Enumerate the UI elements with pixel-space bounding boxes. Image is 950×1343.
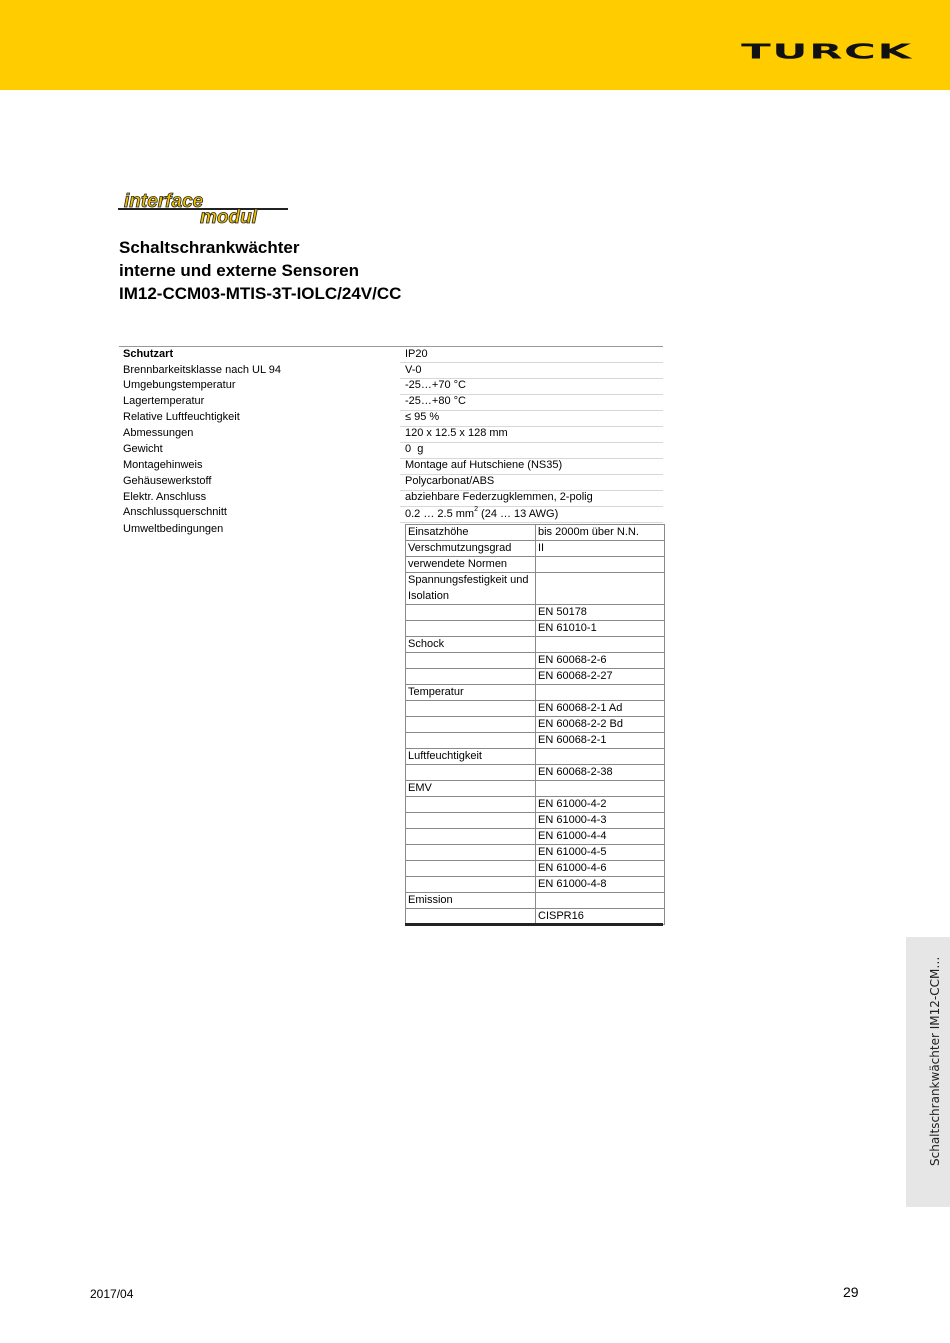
table-cell-parameter bbox=[406, 845, 536, 861]
table-cell-parameter bbox=[406, 813, 536, 829]
spec-label: Relative Luftfeuchtigkeit bbox=[123, 411, 240, 423]
spec-label: Anschlussquerschnitt bbox=[123, 506, 227, 518]
spec-value: ≤ 95 % bbox=[405, 411, 440, 423]
spec-top-rule bbox=[119, 346, 663, 347]
spec-label: Gewicht bbox=[123, 443, 163, 455]
table-cell-value bbox=[536, 685, 665, 701]
table-cell-value: EN 61000-4-2 bbox=[536, 797, 665, 813]
spec-label: Elektr. Anschluss bbox=[123, 491, 207, 503]
table-cell-parameter: Verschmutzungsgrad bbox=[406, 541, 536, 557]
table-cell-value: CISPR16 bbox=[536, 909, 665, 925]
title-line-3: IM12-CCM03-MTIS-3T-IOLC/24V/CC bbox=[119, 284, 402, 303]
table-row bbox=[406, 541, 665, 557]
spec-label: Abmessungen bbox=[123, 427, 194, 439]
spec-separator bbox=[400, 522, 663, 523]
table-row bbox=[406, 829, 665, 845]
logo-line-2: modul bbox=[200, 207, 257, 226]
table-cell-parameter bbox=[406, 797, 536, 813]
table-row bbox=[406, 861, 665, 877]
table-cell-parameter: Emission bbox=[406, 893, 536, 909]
table-row bbox=[406, 845, 665, 861]
table-cell-parameter bbox=[406, 765, 536, 781]
table-cell-parameter bbox=[406, 717, 536, 733]
spec-value: 120 x 12.5 x 128 mm bbox=[405, 427, 508, 439]
title-line-1: Schaltschrankwächter bbox=[119, 238, 300, 257]
interface-modul-logo bbox=[118, 190, 288, 226]
spec-value: -25…+70 °C bbox=[405, 379, 466, 391]
table-row bbox=[406, 781, 665, 797]
table-cell-parameter: Schock bbox=[406, 637, 536, 653]
logo-line-1: interface bbox=[124, 191, 204, 212]
table-cell-value: EN 61000-4-4 bbox=[536, 829, 665, 845]
table-row bbox=[406, 765, 665, 781]
spec-value: abziehbare Federzugklemmen, 2-polig bbox=[405, 491, 593, 503]
table-row bbox=[406, 685, 665, 701]
table-row bbox=[406, 653, 665, 669]
table-cell-parameter: verwendete Normen bbox=[406, 557, 536, 573]
table-cell-value: EN 60068-2-27 bbox=[536, 669, 665, 685]
table-cell-parameter bbox=[406, 829, 536, 845]
table-row bbox=[406, 701, 665, 717]
spec-value: V-0 bbox=[405, 364, 422, 376]
table-row bbox=[406, 749, 665, 765]
table-row bbox=[406, 669, 665, 685]
spec-label: Umweltbedingungen bbox=[123, 523, 224, 535]
document-title bbox=[119, 236, 401, 305]
table-cell-value: bis 2000m über N.N. bbox=[536, 525, 665, 541]
table-row bbox=[406, 605, 665, 621]
spec-separator bbox=[400, 442, 663, 443]
environment-table-bottom-rule bbox=[405, 923, 663, 926]
page-number: 29 bbox=[843, 1284, 859, 1300]
table-cell-parameter: Luftfeuchtigkeit bbox=[406, 749, 536, 765]
environment-table bbox=[405, 524, 665, 925]
table-cell-parameter bbox=[406, 701, 536, 717]
table-cell-value bbox=[536, 781, 665, 797]
spec-value: Montage auf Hutschiene (NS35) bbox=[405, 459, 563, 471]
table-cell-parameter bbox=[406, 621, 536, 637]
table-row bbox=[406, 573, 665, 605]
table-cell-parameter bbox=[406, 861, 536, 877]
spec-separator bbox=[400, 362, 663, 363]
table-cell-value: EN 61000-4-5 bbox=[536, 845, 665, 861]
table-cell-parameter bbox=[406, 669, 536, 685]
table-cell-parameter: Spannungsfestigkeit und Isolation bbox=[406, 573, 536, 605]
table-cell-parameter: Temperatur bbox=[406, 685, 536, 701]
table-cell-value: EN 60068-2-2 Bd bbox=[536, 717, 665, 733]
table-row bbox=[406, 621, 665, 637]
table-cell-value: EN 60068-2-1 Ad bbox=[536, 701, 665, 717]
table-cell-value bbox=[536, 573, 665, 605]
table-cell-value: II bbox=[536, 541, 665, 557]
spec-label: Schutzart bbox=[123, 348, 174, 360]
table-cell-value: EN 50178 bbox=[536, 605, 665, 621]
footer-date: 2017/04 bbox=[90, 1287, 134, 1301]
table-cell-value: EN 61000-4-8 bbox=[536, 877, 665, 893]
table-row bbox=[406, 877, 665, 893]
spec-value bbox=[405, 506, 558, 522]
table-cell-value bbox=[536, 637, 665, 653]
table-cell-value: EN 61010-1 bbox=[536, 621, 665, 637]
value-exponent: 2 bbox=[474, 506, 478, 513]
table-cell-parameter: Einsatzhöhe bbox=[406, 525, 536, 541]
turck-logo: TURCK bbox=[741, 39, 913, 64]
spec-label: Gehäusewerkstoff bbox=[123, 475, 212, 487]
table-cell-parameter bbox=[406, 877, 536, 893]
spec-value: -25…+80 °C bbox=[405, 395, 466, 407]
spec-value: Polycarbonat/ABS bbox=[405, 475, 495, 487]
table-row bbox=[406, 797, 665, 813]
spec-value: 0 g bbox=[405, 443, 424, 455]
spec-label: Brennbarkeitsklasse nach UL 94 bbox=[123, 364, 281, 376]
spec-label: Umgebungstemperatur bbox=[123, 379, 236, 391]
spec-value: IP20 bbox=[405, 348, 428, 360]
table-row bbox=[406, 637, 665, 653]
table-row bbox=[406, 557, 665, 573]
table-row bbox=[406, 525, 665, 541]
spec-separator bbox=[400, 410, 663, 411]
table-cell-value: EN 61000-4-3 bbox=[536, 813, 665, 829]
table-cell-value: EN 61000-4-6 bbox=[536, 861, 665, 877]
table-row bbox=[406, 717, 665, 733]
table-cell-value: EN 60068-2-6 bbox=[536, 653, 665, 669]
value-main: 0.2 … 2.5 mm bbox=[405, 508, 475, 520]
table-cell-value bbox=[536, 557, 665, 573]
side-tab-label: Schaltschrankwächter IM12-CCM… bbox=[928, 956, 942, 1166]
value-tail: (24 … 13 AWG) bbox=[477, 508, 559, 520]
title-line-2: interne und externe Sensoren bbox=[119, 261, 359, 280]
spec-label: Montagehinweis bbox=[123, 459, 203, 471]
table-cell-parameter: EMV bbox=[406, 781, 536, 797]
table-cell-parameter bbox=[406, 605, 536, 621]
table-cell-value: EN 60068-2-38 bbox=[536, 765, 665, 781]
table-cell-value bbox=[536, 749, 665, 765]
table-cell-value: EN 60068-2-1 bbox=[536, 733, 665, 749]
table-cell-parameter bbox=[406, 653, 536, 669]
table-cell-value bbox=[536, 893, 665, 909]
table-row bbox=[406, 813, 665, 829]
table-row bbox=[406, 733, 665, 749]
spec-label: Lagertemperatur bbox=[123, 395, 205, 407]
table-row bbox=[406, 893, 665, 909]
table-cell-parameter bbox=[406, 733, 536, 749]
